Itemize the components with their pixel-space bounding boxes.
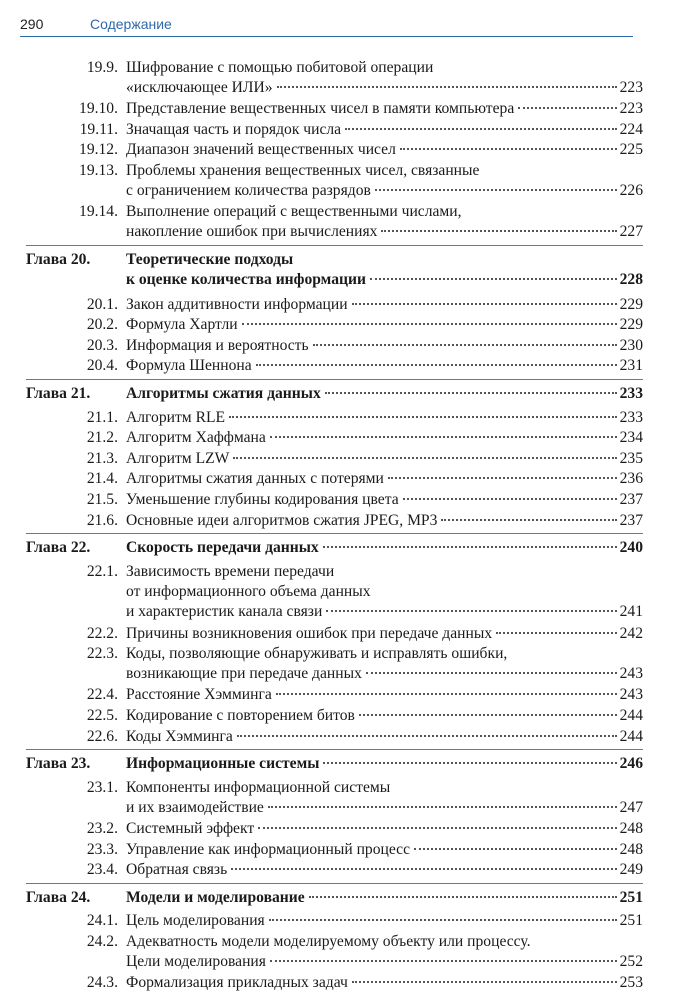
chapter-separator xyxy=(26,533,643,534)
page-reference: 223 xyxy=(619,79,643,96)
entry-title-line: Зависимость времени передачи xyxy=(126,562,335,580)
leader-dots xyxy=(326,610,617,612)
leader-dots xyxy=(345,128,617,130)
entry-title-line: Алгоритм RLE xyxy=(126,408,226,426)
page-reference: 242 xyxy=(619,624,643,642)
page-reference: 229 xyxy=(619,295,643,313)
leader-dots xyxy=(231,868,617,870)
page-reference: 249 xyxy=(619,861,643,879)
entry-title-line: Скорость передачи данных xyxy=(126,539,319,557)
entry-title xyxy=(126,973,643,993)
entry-title-line: Обратная связь xyxy=(126,861,228,879)
entry-title-line: Представление вещественных чисел в памяти компьютера xyxy=(126,100,515,118)
entry-number: 19.12. xyxy=(79,141,118,159)
page-reference: 229 xyxy=(619,316,643,334)
leader-dots xyxy=(414,848,617,850)
entry-number: 21.5. xyxy=(86,491,118,508)
entry-number: 22.3. xyxy=(86,645,118,663)
entry-title xyxy=(126,888,643,908)
leader-dots xyxy=(441,519,617,521)
entry-title xyxy=(126,538,643,558)
leader-dots xyxy=(352,303,617,305)
entry-title xyxy=(126,754,643,774)
entry-title xyxy=(126,778,643,818)
page-reference: 252 xyxy=(619,953,643,970)
page-reference: 244 xyxy=(619,707,643,724)
page-reference: 224 xyxy=(619,120,643,138)
page-reference: 226 xyxy=(619,182,643,199)
entry-title-line: Формализация прикладных задач xyxy=(126,974,348,992)
entry-title xyxy=(126,490,643,510)
leader-dots xyxy=(270,436,617,438)
entry-title-line: Системный эффект xyxy=(126,820,255,837)
entry-title-line: Причины возникновения ошибок при передаче данных xyxy=(126,624,493,642)
page-reference: 243 xyxy=(619,686,643,704)
leader-dots xyxy=(268,806,617,808)
entry-title xyxy=(126,469,643,489)
entry-title-line: Теоретические подходы xyxy=(126,251,294,269)
entry-title xyxy=(126,511,643,531)
entry-number: 19.11. xyxy=(79,120,118,138)
entry-title xyxy=(126,819,643,839)
entry-number: 20.2. xyxy=(86,316,118,334)
leader-dots xyxy=(403,498,617,500)
page-reference: 237 xyxy=(619,511,643,529)
entry-title-line: от информационного объема данных xyxy=(126,582,371,600)
leader-dots xyxy=(258,827,617,829)
entry-title-line: Расстояние Хэмминга xyxy=(126,686,272,704)
leader-dots xyxy=(242,323,617,325)
entry-number: 19.14. xyxy=(79,203,118,221)
leader-dots xyxy=(256,364,617,366)
entry-number: 19.13. xyxy=(79,162,118,179)
entry-title xyxy=(126,408,643,428)
section-title: Содержание xyxy=(90,16,172,32)
entry-title xyxy=(126,336,643,356)
entry-title xyxy=(126,932,643,972)
chapter-separator xyxy=(26,749,643,750)
entry-title-line: Управление как информационный процесс xyxy=(126,840,411,858)
entry-number: 23.2. xyxy=(86,820,118,837)
page-number: 290 xyxy=(20,16,44,32)
chapter-separator xyxy=(26,245,643,246)
entry-title-line: Коды Хэмминга xyxy=(126,727,233,745)
entry-title xyxy=(126,727,643,747)
entry-title-line: Диапазон значений вещественных чисел xyxy=(126,141,396,159)
entry-number: 20.1. xyxy=(86,295,118,313)
entry-number: Глава 24. xyxy=(26,888,91,906)
entry-title-line: Алгоритм LZW xyxy=(126,449,230,467)
page-header xyxy=(20,14,633,37)
page-reference: 248 xyxy=(619,820,643,837)
entry-title xyxy=(126,428,643,448)
leader-dots xyxy=(309,896,617,898)
entry-title-line: Проблемы хранения вещественных чисел, связанные xyxy=(126,162,480,179)
entry-title xyxy=(126,202,643,242)
leader-dots xyxy=(276,693,617,695)
page-reference: 233 xyxy=(619,385,643,402)
entry-title-line: Алгоритм Хаффмана xyxy=(126,429,266,447)
entry-number: 22.1. xyxy=(86,562,118,580)
entry-title xyxy=(126,840,643,860)
entry-title xyxy=(126,58,643,98)
entry-title xyxy=(126,449,643,469)
entry-title xyxy=(126,644,643,684)
page-reference: 233 xyxy=(619,408,643,426)
leader-dots xyxy=(370,278,617,280)
leader-dots xyxy=(352,981,617,983)
entry-number: 24.2. xyxy=(86,933,118,950)
entry-number: 23.1. xyxy=(86,778,118,796)
entry-number: 22.4. xyxy=(86,686,118,704)
leader-dots xyxy=(518,107,617,109)
page-reference: 247 xyxy=(619,798,643,816)
page-reference: 248 xyxy=(619,840,643,858)
entry-title xyxy=(126,624,643,644)
entry-number: 19.9. xyxy=(86,59,118,76)
entry-title-line: Адекватность модели моделируемому объекту или процессу. xyxy=(126,933,531,950)
entry-title-line: Формула Шеннона xyxy=(126,357,252,375)
entry-title-line: возникающие при передаче данных xyxy=(126,665,362,683)
entry-title xyxy=(126,99,643,119)
entry-number: 20.4. xyxy=(86,357,118,375)
page-reference: 225 xyxy=(619,141,643,159)
entry-title xyxy=(126,140,643,160)
leader-dots xyxy=(233,457,617,459)
leader-dots xyxy=(277,86,617,88)
entry-number: Глава 21. xyxy=(26,385,91,402)
entry-title xyxy=(126,860,643,880)
entry-title-line: Информация и вероятность xyxy=(126,336,309,354)
entry-title-line: Информационные системы xyxy=(126,755,320,773)
page-reference: 236 xyxy=(619,470,643,488)
entry-title-line: и их взаимодействие xyxy=(126,798,264,816)
entry-title-line: Алгоритмы сжатия данных xyxy=(126,385,321,402)
leader-dots xyxy=(381,230,617,232)
page-reference: 244 xyxy=(619,727,643,745)
page-reference: 235 xyxy=(619,449,643,467)
entry-title xyxy=(126,562,643,622)
entry-number: 22.5. xyxy=(86,707,118,724)
entry-title xyxy=(126,384,643,404)
leader-dots xyxy=(313,344,617,346)
entry-title-line: Уменьшение глубины кодирования цвета xyxy=(126,491,399,508)
page-reference: 228 xyxy=(619,271,643,289)
leader-dots xyxy=(366,672,617,674)
entry-title-line: и характеристик канала связи xyxy=(126,602,323,620)
leader-dots xyxy=(323,762,617,764)
page-reference: 241 xyxy=(619,602,643,620)
entry-title-line: Формула Хартли xyxy=(126,316,238,334)
entry-title-line: Алгоритмы сжатия данных с потерями xyxy=(126,470,384,488)
page-reference: 237 xyxy=(619,491,643,508)
page-reference: 253 xyxy=(619,974,643,992)
entry-title-line: накопление ошибок при вычислениях xyxy=(126,223,378,241)
entry-number: Глава 23. xyxy=(26,755,91,773)
entry-title xyxy=(126,706,643,726)
entry-title-line: Шифрование с помощью побитовой операции xyxy=(126,59,434,76)
entry-number: Глава 20. xyxy=(26,251,91,269)
entry-title xyxy=(126,315,643,335)
entry-title-line: Цели моделирования xyxy=(126,953,266,970)
entry-title-line: Значащая часть и порядок числа xyxy=(126,120,342,138)
entry-number: 24.1. xyxy=(86,912,118,930)
leader-dots xyxy=(400,148,617,150)
entry-number: 21.2. xyxy=(86,429,118,447)
page-reference: 223 xyxy=(619,100,643,118)
entry-title xyxy=(126,161,643,201)
entry-title-line: с ограничением количества разрядов xyxy=(126,182,371,199)
chapter-separator xyxy=(26,379,643,380)
entry-title xyxy=(126,120,643,140)
leader-dots xyxy=(269,919,617,921)
entry-title xyxy=(126,250,643,290)
leader-dots xyxy=(325,392,617,394)
entry-number: Глава 22. xyxy=(26,539,91,557)
entry-title-line: Основные идеи алгоритмов сжатия JPEG, MP3 xyxy=(126,511,438,529)
page-reference: 234 xyxy=(619,429,643,447)
entry-title xyxy=(126,911,643,931)
leader-dots xyxy=(237,735,617,737)
page-reference: 227 xyxy=(619,223,643,241)
entry-title-line: к оценке количества информации xyxy=(126,271,366,289)
entry-title xyxy=(126,356,643,376)
entry-number: 22.6. xyxy=(86,727,118,745)
leader-dots xyxy=(359,714,617,716)
entry-title-line: Цель моделирования xyxy=(126,912,265,930)
entry-number: 21.3. xyxy=(86,449,118,467)
entry-title xyxy=(126,295,643,315)
leader-dots xyxy=(323,546,617,548)
entry-number: 21.6. xyxy=(86,511,118,529)
page-reference: 230 xyxy=(619,336,643,354)
entry-title-line: Выполнение операций с вещественными числами, xyxy=(126,203,462,221)
entry-title-line: Кодирование с повторением битов xyxy=(126,707,355,724)
entry-title xyxy=(126,685,643,705)
entry-title-line: Закон аддитивности информации xyxy=(126,295,348,313)
entry-number: 19.10. xyxy=(79,100,118,118)
entry-number: 24.3. xyxy=(86,974,118,992)
leader-dots xyxy=(375,189,617,191)
page-reference: 243 xyxy=(619,665,643,683)
entry-title-line: Компоненты информационной системы xyxy=(126,778,391,796)
entry-number: 21.1. xyxy=(86,408,118,426)
leader-dots xyxy=(388,477,617,479)
entry-title-line: «исключающее ИЛИ» xyxy=(126,79,273,96)
leader-dots xyxy=(270,960,617,962)
entry-number: 23.4. xyxy=(86,861,118,879)
entry-number: 21.4. xyxy=(86,470,118,488)
page-reference: 251 xyxy=(619,888,643,906)
page-reference: 246 xyxy=(619,755,643,773)
entry-number: 23.3. xyxy=(86,840,118,858)
page-reference: 240 xyxy=(619,539,643,557)
entry-title-line: Модели и моделирование xyxy=(126,888,305,906)
leader-dots xyxy=(496,632,617,634)
page-reference: 231 xyxy=(619,357,643,375)
page-reference: 251 xyxy=(619,912,643,930)
entry-number: 22.2. xyxy=(86,624,118,642)
leader-dots xyxy=(229,416,617,418)
entry-title-line: Коды, позволяющие обнаруживать и исправлять ошибки, xyxy=(126,645,508,663)
entry-number: 20.3. xyxy=(86,336,118,354)
chapter-separator xyxy=(26,883,643,884)
